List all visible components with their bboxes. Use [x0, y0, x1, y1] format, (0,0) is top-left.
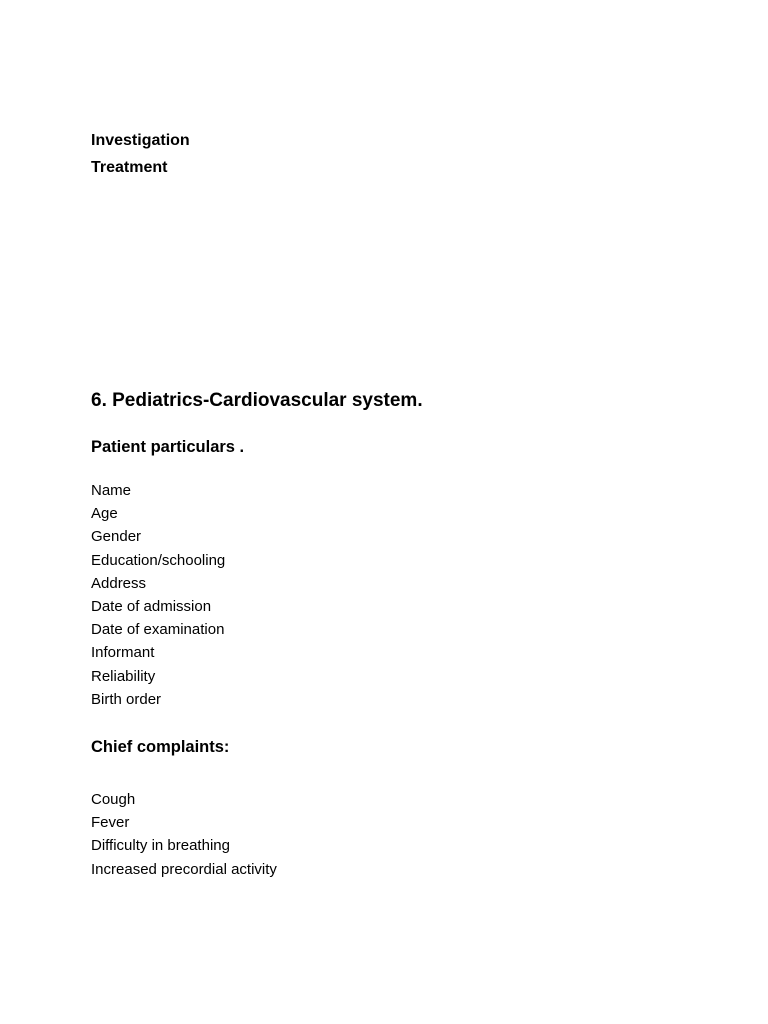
chief-complaints-list	[91, 788, 277, 881]
list-item: Address	[91, 574, 147, 592]
patient-particulars-heading: Patient particulars .	[91, 438, 245, 456]
list-item: Date of admission	[91, 598, 212, 616]
list-item: Birth order	[91, 690, 162, 708]
list-item: Fever	[91, 814, 130, 832]
list-item: Difficulty in breathing	[91, 837, 230, 855]
list-item: Name	[91, 482, 132, 499]
list-item: Gender	[91, 528, 142, 546]
list-item: Date of examination	[91, 621, 225, 639]
list-item: Cough	[91, 791, 136, 808]
list-item: Increased precordial activity	[91, 860, 277, 878]
list-item: Education/schooling	[91, 551, 226, 569]
treatment-heading: Treatment	[91, 159, 168, 176]
section-title: 6. Pediatrics-Cardiovascular system.	[91, 390, 423, 411]
list-item: Informant	[91, 644, 155, 662]
investigation-heading: Investigation	[91, 132, 190, 149]
patient-particulars-list	[91, 479, 225, 711]
list-item: Reliability	[91, 667, 156, 685]
list-item: Age	[91, 505, 118, 523]
chief-complaints-heading: Chief complaints:	[91, 738, 230, 756]
